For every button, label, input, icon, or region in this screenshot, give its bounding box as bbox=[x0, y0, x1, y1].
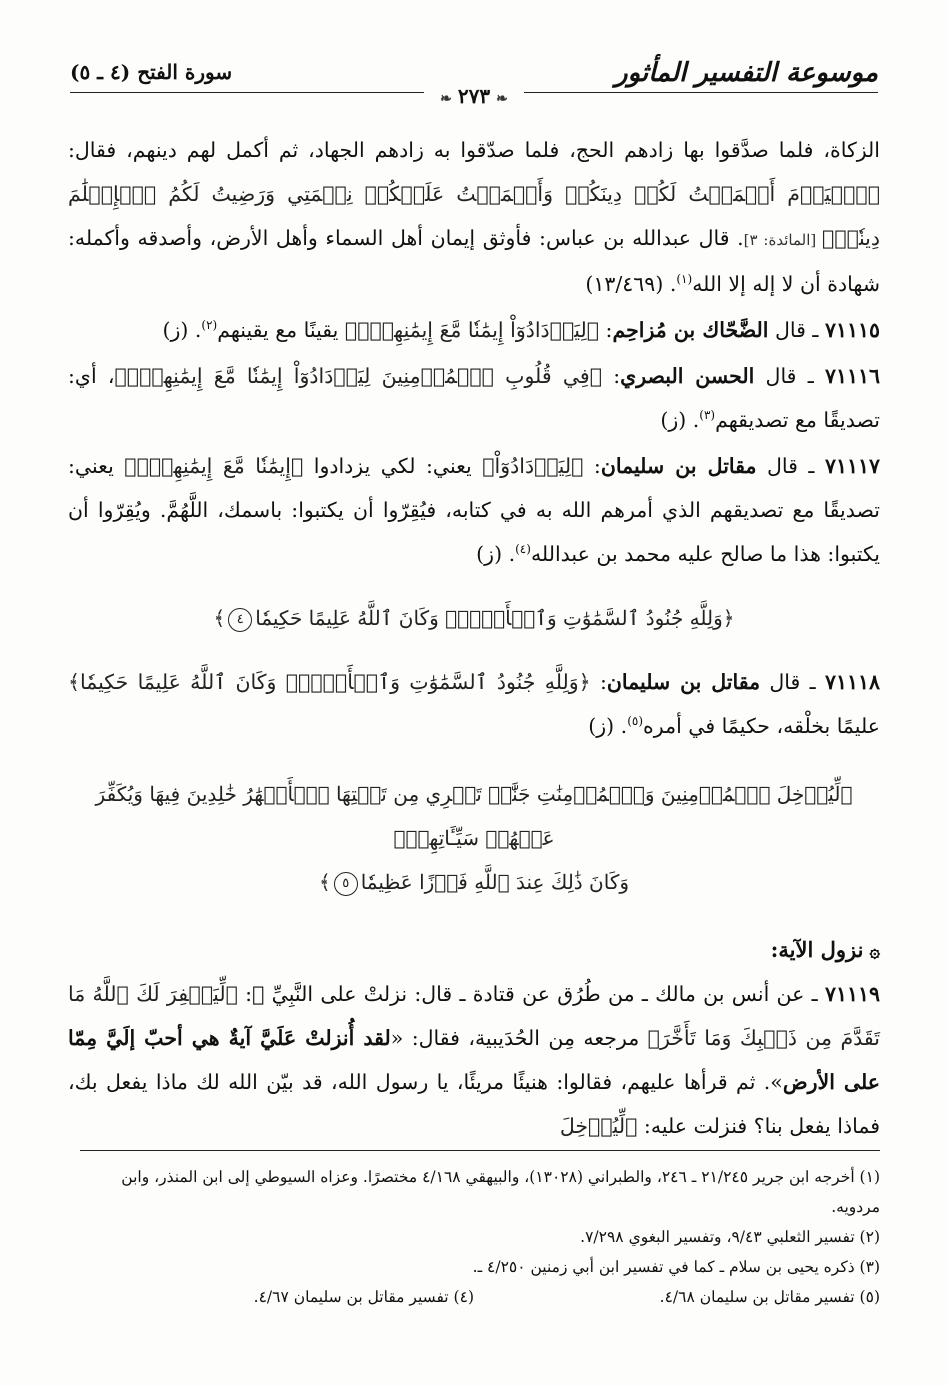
footnote-1: (١) أخرجه ابن جرير ٢١/٢٤٥ ـ ٢٤٦، والطبراني (١٣٠٢٨)، والبيهقي ٤/١٦٨ مختصرًا. وعزاه السيوطي إلى ابن المنذر، وابن مردويه. bbox=[121, 1168, 880, 1216]
verse-reference: [المائدة: ٣] bbox=[743, 231, 823, 249]
quran-quote: ﴿إِيمَٰنٗا مَّعَ إِيمَٰنِهِمۡۗ﴾ bbox=[124, 454, 304, 478]
text: : bbox=[590, 670, 607, 694]
narration-number: ٧١١١٩ bbox=[824, 982, 880, 1006]
narration-number: ٧١١١٧ bbox=[824, 454, 880, 478]
quran-quote: ﴿لِيَزۡدَادُوٓاْ﴾ bbox=[482, 454, 584, 478]
section-title: نزول الآية: bbox=[770, 937, 864, 962]
paragraph-continuation bbox=[68, 128, 880, 306]
book-title: موسوعة التفسير المأثور bbox=[615, 58, 878, 88]
footnote-2: (٢) تفسير الثعلبي ٩/٤٣، وتفسير البغوي ٧/٢٩٨. bbox=[580, 1228, 880, 1246]
text: . (ز) bbox=[476, 542, 516, 566]
footnote-3: (٣) ذكره يحيى بن سلام ـ كما في تفسير ابن أبي زمنين ٤/٢٥٠ ـ. bbox=[472, 1258, 880, 1276]
footnote-ref: (١) bbox=[676, 272, 693, 287]
footnote-4: (٤) تفسير مقاتل بن سليمان ٤/٦٧. bbox=[253, 1288, 474, 1306]
narration-number: ٧١١١٦ bbox=[824, 364, 880, 388]
quran-quote: ﴿فِي قُلُوبِ ٱلۡمُؤۡمِنِينَ لِيَزۡدَادُوٓاْ إِيمَٰنٗا مَّعَ إِيمَٰنِهِمۡۗ﴾ bbox=[114, 364, 603, 388]
page-number: ❧ ٢٧٣ ❧ bbox=[424, 84, 524, 108]
verse-text: وَكَانَ ذَٰلِكَ عِندَ ٱللَّهِ فَوۡزًا عَظِيمٗا bbox=[360, 870, 630, 894]
text: يعني: لكي يزدادوا bbox=[303, 454, 483, 478]
quran-quote: ﴿لِّيَغۡفِرَ لَكَ ٱللَّهُ مَا تَقَدَّمَ مِن ذَنۢبِكَ وَمَا تَأَخَّرَ﴾ bbox=[68, 982, 880, 1050]
text: ، أي: تصديقًا مع تصديقهم bbox=[68, 364, 880, 432]
text: ». ثم قرأها عليهم، فقالوا: هنيئًا مريئًا، يا رسول الله، قد بيّن الله لك ماذا يفعل بك، فماذا يفعل بنا؟ فنزلت عليه: bbox=[68, 1070, 880, 1138]
verse-5 bbox=[68, 772, 880, 904]
text: الزكاة، فلما صدَّقوا بها زادهم الحج، فلما صدّقوا به زادهم الجهاد، ثم أكمل لهم دينهم، فقال: bbox=[68, 138, 880, 162]
main-text bbox=[68, 128, 880, 1150]
footnote-ref: (٥) bbox=[627, 714, 644, 729]
footnote-divider bbox=[80, 1150, 880, 1151]
hadith-bold-text: لقد أُنزلتْ عَلَيَّ آيةٌ هي أحبّ إلَيَّ مِمّا على الأرض bbox=[68, 1026, 880, 1094]
text: يقينًا مع يقينهم bbox=[217, 318, 345, 342]
narrator-name: الحسن البصري bbox=[620, 364, 755, 388]
ayah-number-icon: ٥ bbox=[334, 872, 358, 896]
narrator-name: الضَّحّاك بن مُزاحِم bbox=[612, 318, 769, 342]
verse-text: ﴿وَلِلَّهِ جُنُودُ ٱلسَّمَٰوَٰتِ وَٱلۡأَرۡضِۚ وَكَانَ ٱللَّهُ عَلِيمًا حَكِيمٗا bbox=[255, 606, 735, 630]
narration-71117 bbox=[68, 444, 880, 576]
text: . (ز) bbox=[162, 318, 202, 342]
surah-title: سورة الفتح (٤ ـ ٥) bbox=[70, 60, 233, 84]
rub-el-hizb-icon: ۞ bbox=[869, 941, 880, 962]
footnotes bbox=[68, 1162, 880, 1312]
footnote-5: (٥) تفسير مقاتل بن سليمان ٤/٦٨. bbox=[659, 1288, 880, 1306]
text: : bbox=[599, 318, 613, 342]
narration-number: ٧١١١٨ bbox=[824, 670, 880, 694]
text: ـ قال bbox=[754, 364, 825, 388]
footnote-ref: (٢) bbox=[201, 318, 218, 333]
section-heading bbox=[68, 930, 880, 972]
footnote-row bbox=[68, 1282, 880, 1312]
ayah-number-icon: ٤ bbox=[228, 608, 252, 632]
narration-71115 bbox=[68, 308, 880, 352]
narration-number: ٧١١١٥ bbox=[824, 318, 880, 342]
text: . (١٣/٤٦٩) bbox=[585, 272, 677, 296]
verse-line-1: ﴿لِّيُدۡخِلَ ٱلۡمُؤۡمِنِينَ وَٱلۡمُؤۡمِنَٰتِ جَنَّٰتٖ تَجۡرِي مِن تَحۡتِهَا ٱلۡأَنۡهَٰرُ خَٰلِدِينَ فِيهَا وَيُكَفِّرَ عَنۡهُمۡ سَيِّـَٔاتِهِمۡۚ bbox=[95, 782, 853, 850]
narrator-name: مقاتل بن سليمان bbox=[606, 670, 761, 694]
page-number-wrap bbox=[70, 84, 878, 108]
footnote-ref: (٣) bbox=[699, 408, 716, 423]
verse-close: ﴾ bbox=[213, 606, 226, 630]
text: . (ز) bbox=[588, 714, 628, 738]
narration-71116 bbox=[68, 354, 880, 442]
text: . (ز) bbox=[660, 408, 700, 432]
text: : bbox=[602, 364, 621, 388]
text: ـ عن أنس بن مالك ـ من طُرُق عن قتادة ـ قال: نزلتْ على النَّبِيِّ ﷺ: bbox=[237, 982, 825, 1006]
narration-71119 bbox=[68, 972, 880, 1148]
text: مرجعه مِن الحُدَيبية، فقال: « bbox=[390, 1026, 648, 1050]
narrator-name: مقاتل بن سليمان bbox=[600, 454, 757, 478]
text: عليمًا بخلْقه، حكيمًا في أمره bbox=[643, 714, 880, 738]
text: . قال عبدالله بن عباس: فأوثق إيمان أهل السماء وأهل الأرض، وأصدقه وأكمله: شهادة أن لا إله إلا الله bbox=[68, 226, 880, 296]
verse-line-2 bbox=[68, 860, 880, 904]
quran-quote: ﴿وَلِلَّهِ جُنُودُ ٱلسَّمَٰوَٰتِ وَٱلۡأَرۡضِۚ وَكَانَ ٱللَّهُ عَلِيمًا حَكِيمٗا﴾ bbox=[68, 670, 591, 694]
verse-4 bbox=[68, 596, 880, 640]
text: ـ قال bbox=[756, 454, 825, 478]
page-header bbox=[70, 58, 878, 114]
quran-quote: ﴿لِّيُدۡخِلَ bbox=[559, 1114, 638, 1138]
narration-71118 bbox=[68, 660, 880, 748]
quran-quote: ﴿لِيَزۡدَادُوٓاْ إِيمَٰنٗا مَّعَ إِيمَٰنِهِمۡۗ﴾ bbox=[344, 318, 600, 342]
text: يعني: تصديقًا مع تصديقهم الذي أمرهم الله به في كتابه، فيُقِرّوا أن يكتبوا: باسمك، اللَّهُمَّ. ويُقِرّوا أن يكتبوا: هذا ما صالح عليه محمد بن عبدالله bbox=[68, 454, 880, 566]
text: ـ قال bbox=[760, 670, 825, 694]
verse-close: ﴾ bbox=[318, 870, 331, 894]
footnote-ref: (٤) bbox=[515, 542, 531, 557]
text: : bbox=[583, 454, 601, 478]
text: ـ قال bbox=[768, 318, 825, 342]
quran-quote: ﴿ٱلۡيَوۡمَ أَكۡمَلۡتُ لَكُمۡ دِينَكُمۡ وَأَتۡمَمۡتُ عَلَيۡكُمۡ نِعۡمَتِي وَرَضِيتُ لَكُمُ ٱلۡإِسۡلَٰمَ دِينٗاۚ﴾ bbox=[68, 182, 880, 250]
